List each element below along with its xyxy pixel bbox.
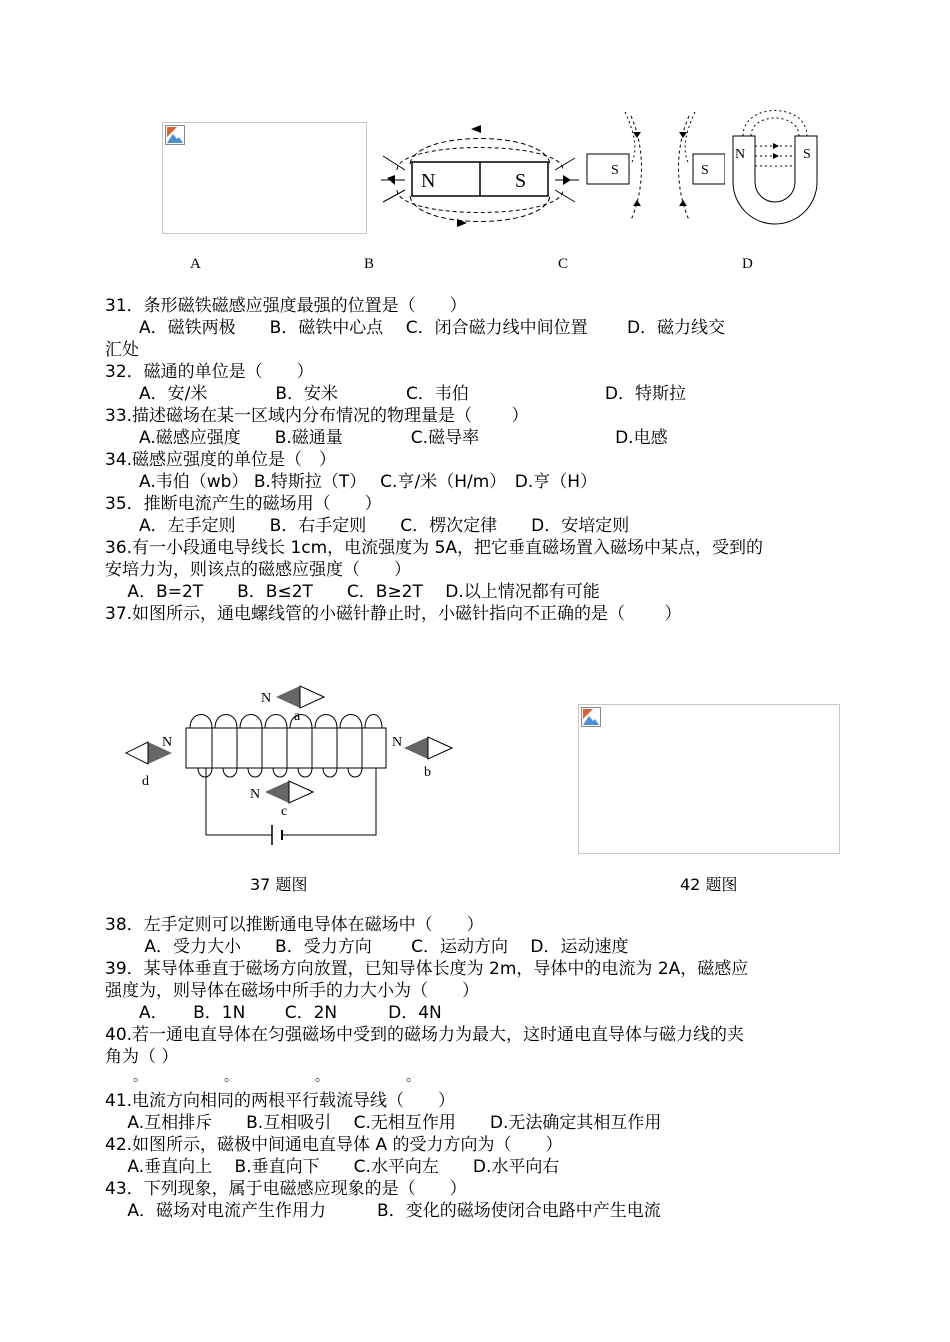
needle-d-pole: N [162, 735, 173, 750]
question-line: 安培力为，则该点的磁感应强度（ ） [105, 560, 411, 580]
question-line: 32．磁通的单位是（ ） [105, 362, 314, 382]
figure-d-south-letter: S [803, 147, 811, 162]
figure-42-caption: 42 题图 [680, 875, 738, 894]
question-line: 35．推断电流产生的磁场用（ ） [105, 494, 382, 514]
question-line: A．安/米 B．安米 C．韦伯 D．特斯拉 [105, 384, 686, 404]
figure-b-bar-magnet [375, 120, 585, 230]
figure-label-b: B [364, 256, 375, 272]
question-line: A．B=2T B．B≤2T C．B≥2T D.以上情况都有可能 [105, 582, 600, 602]
broken-image-icon [165, 125, 185, 145]
question-line: 角为（ ） [105, 1047, 179, 1067]
needle-b-pole: N [392, 735, 403, 750]
needle-b-label: b [424, 765, 431, 780]
question-line: A． B．1N C．2N D．4N [105, 1003, 442, 1023]
question-line: 40.若一通电直导体在匀强磁场中受到的磁场力为最大，这时通电直导体与磁力线的夹 [105, 1025, 745, 1045]
figure-c-two-magnets [585, 108, 725, 228]
needle-a-label: a [294, 709, 301, 724]
question-line: 42.如图所示，磁极中间通电直导体 A 的受力方向为（ ） [105, 1135, 563, 1155]
figure-42-image-placeholder [578, 704, 840, 854]
question-line: 36.有一小段通电导线长 1cm，电流强度为 5A，把它垂直磁场置入磁场中某点，受到的 [105, 538, 764, 558]
figure-c-south-letter-right: S [701, 163, 709, 178]
question-line: 强度为，则导体在磁场中所手的力大小为（ ） [105, 981, 479, 1001]
question-line: 41.电流方向相同的两根平行载流导线（ ） [105, 1091, 456, 1111]
question-line: 39．某导体垂直于磁场方向放置，已知导体长度为 2m，导体中的电流为 2A，磁感应 [105, 959, 749, 979]
question-line: 。 。 。 。 [105, 1069, 420, 1085]
figure-label-c: C [558, 256, 569, 272]
figure-37-solenoid [120, 680, 460, 850]
question-line: 33.描述磁场在某一区域内分布情况的物理量是（ ） [105, 406, 529, 426]
question-line: A．磁场对电流产生作用力 B．变化的磁场使闭合电路中产生电流 [105, 1201, 661, 1221]
question-line: A.互相排斥 B.互相吸引 C.无相互作用 D.无法确定其相互作用 [105, 1113, 662, 1133]
needle-a-pole: N [261, 691, 272, 706]
question-line: 37.如图所示，通电螺线管的小磁针静止时，小磁针指向不正确的是（ ） [105, 604, 682, 624]
question-line: A.磁感应强度 B.磁通量 C.磁导率 D.电感 [105, 428, 668, 448]
figure-c-south-letter-left: S [611, 163, 619, 178]
figure-d-u-magnet [725, 102, 825, 232]
question-line: 34.磁感应强度的单位是（ ） [105, 450, 337, 470]
question-line: 43．下列现象，属于电磁感应现象的是（ ） [105, 1179, 467, 1199]
needle-c-label: c [281, 804, 288, 819]
figure-37-caption: 37 题图 [250, 875, 308, 894]
question-line: A．磁铁两极 B．磁铁中心点 C．闭合磁力线中间位置 D．磁力线交 [105, 318, 726, 338]
broken-image-icon [581, 707, 601, 727]
figure-b-south-letter: S [515, 170, 527, 192]
question-line: A．受力大小 B．受力方向 C．运动方向 D．运动速度 [105, 937, 629, 957]
figure-label-a: A [190, 256, 201, 272]
needle-c-pole: N [250, 787, 261, 802]
question-line: 38．左手定则可以推断通电导体在磁场中（ ） [105, 915, 484, 935]
figure-a-image-placeholder [162, 122, 367, 234]
question-line: A.垂直向上 B.垂直向下 C.水平向左 D.水平向右 [105, 1157, 560, 1177]
figure-d-north-letter: N [735, 147, 746, 162]
question-line: 汇处 [105, 340, 139, 360]
question-line: A．左手定则 B．右手定则 C．楞次定律 D．安培定则 [105, 516, 630, 536]
question-line: A.韦伯（wb） B.特斯拉（T） C.亨/米（H/m） D.亨（H） [105, 472, 598, 492]
needle-d-label: d [142, 774, 149, 789]
figure-label-d: D [742, 256, 753, 272]
question-line: 31．条形磁铁磁感应强度最强的位置是（ ） [105, 296, 467, 316]
figure-b-north-letter: N [421, 170, 436, 192]
